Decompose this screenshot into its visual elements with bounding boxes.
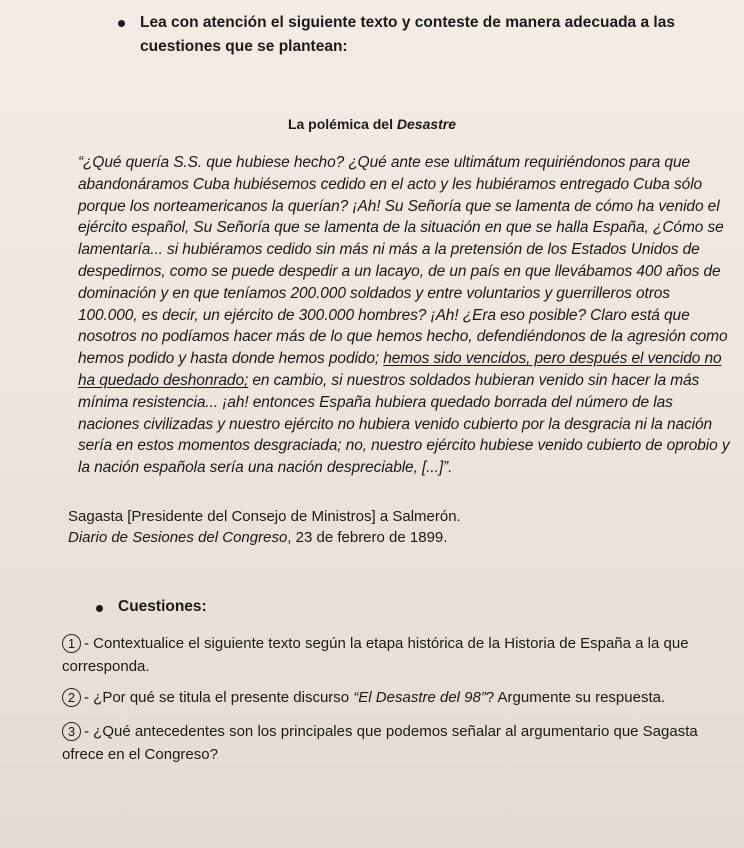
quote-line: la nación española sería una nación despreciable, [...]”.: [78, 459, 453, 477]
question-text: - Contextualice el siguiente texto según la etapa histórica de la Historia de España a la que: [84, 635, 689, 652]
quote-line: despedirnos, como se puede despedir a un lacayo, de un país en que llevábamos 400 años de: [78, 262, 721, 280]
quote-block: [78, 152, 730, 479]
question-1: [62, 632, 702, 678]
quote-line: “¿Qué quería S.S. que hubiese hecho? ¿Qué ante ese ultimátum requiriéndonos para que: [78, 154, 690, 171]
title-italic: Desastre: [396, 116, 457, 132]
question-text-cont: ofrece en el Congreso?: [62, 746, 218, 763]
question-text-cont: corresponda.: [62, 658, 150, 675]
instruction-text: Lea con atención el siguiente texto y conteste de manera adecuada a las cuestiones que se plantean:: [140, 14, 675, 55]
question-italic: “El Desastre del 98”: [353, 689, 486, 706]
title-prefix: La polémica del: [287, 116, 397, 132]
question-number-circle: 1: [62, 634, 81, 653]
source-author: Sagasta [Presidente del Consejo de Ministros] a Salmerón.: [68, 508, 461, 525]
quote-line: nosotros no podíamos hacer más de lo que hemos hecho, defendiéndonos de la agresión como: [78, 328, 728, 346]
quote-line: porque los norteamericanos la querían? ¡Ah! Su Señoría que se lamenta de cómo ha venido el: [78, 197, 720, 215]
quote-line: [78, 348, 722, 370]
question-text: - ¿Por qué se titula el presente discurso: [84, 689, 354, 706]
quote-line: mínima resistencia... ¡ah! entonces España hubiera quedado borrada del número de las: [78, 393, 673, 411]
bullet-instruction: [118, 20, 125, 27]
quote-line: ejército español, Su Señoría que se lamenta de la situación en que se halla España, ¿Cómo se: [78, 219, 724, 237]
document-title: [0, 116, 744, 132]
publication-date: , 23 de febrero de 1899.: [287, 529, 448, 546]
source-citation: [68, 506, 668, 548]
publication-title: Diario de Sesiones del Congreso: [68, 529, 288, 546]
underlined-passage: ha quedado deshonrado;: [78, 371, 249, 389]
question-text: - ¿Qué antecedentes son los principales que podemos señalar al argumentario que Sagasta: [84, 723, 698, 740]
quote-line: dominación y en que teníamos 200.000 soldados y entre voluntarios y guerrilleros otros: [78, 284, 670, 302]
question-number-circle: 2: [62, 688, 81, 707]
source-publication: [68, 527, 668, 548]
underlined-passage: hemos sido vencidos, pero después el vencido no: [383, 350, 722, 368]
quote-line: abandonáramos Cuba hubiésemos cedido en el acto y les hubiéramos entregado Cuba sólo: [78, 175, 703, 193]
cuestiones-heading: Cuestiones:: [118, 598, 207, 615]
bullet-cuestiones: [96, 605, 103, 612]
quote-line-text: en cambio, si nuestros soldados hubieran venido sin hacer la más: [248, 371, 700, 389]
quote-line: sería en estos momentos desgraciada; no, nuestro ejército hubiese venido cubierto de oprobio y: [78, 437, 730, 455]
quote-line: lamentaría... si hubiéramos cedido sin más ni más a la pretensión de los Estados Unidos de: [78, 241, 700, 259]
quote-line: [78, 370, 706, 392]
quote-line: 100.000, es decir, un ejército de 300.000 hombres? ¡Ah! ¿Era eso posible? Claro está que: [78, 306, 690, 324]
question-2: [62, 686, 702, 709]
quote-line: naciones civilizadas y nuestro ejército no hubiera venido cubierto por la desgracia ni la nación: [78, 415, 713, 433]
quote-line-text: hemos podido y hasta donde hemos podido;: [78, 350, 384, 368]
question-number-circle: 3: [62, 722, 81, 741]
question-3: [62, 720, 702, 766]
question-text-end: ? Argumente su respuesta.: [485, 689, 666, 706]
